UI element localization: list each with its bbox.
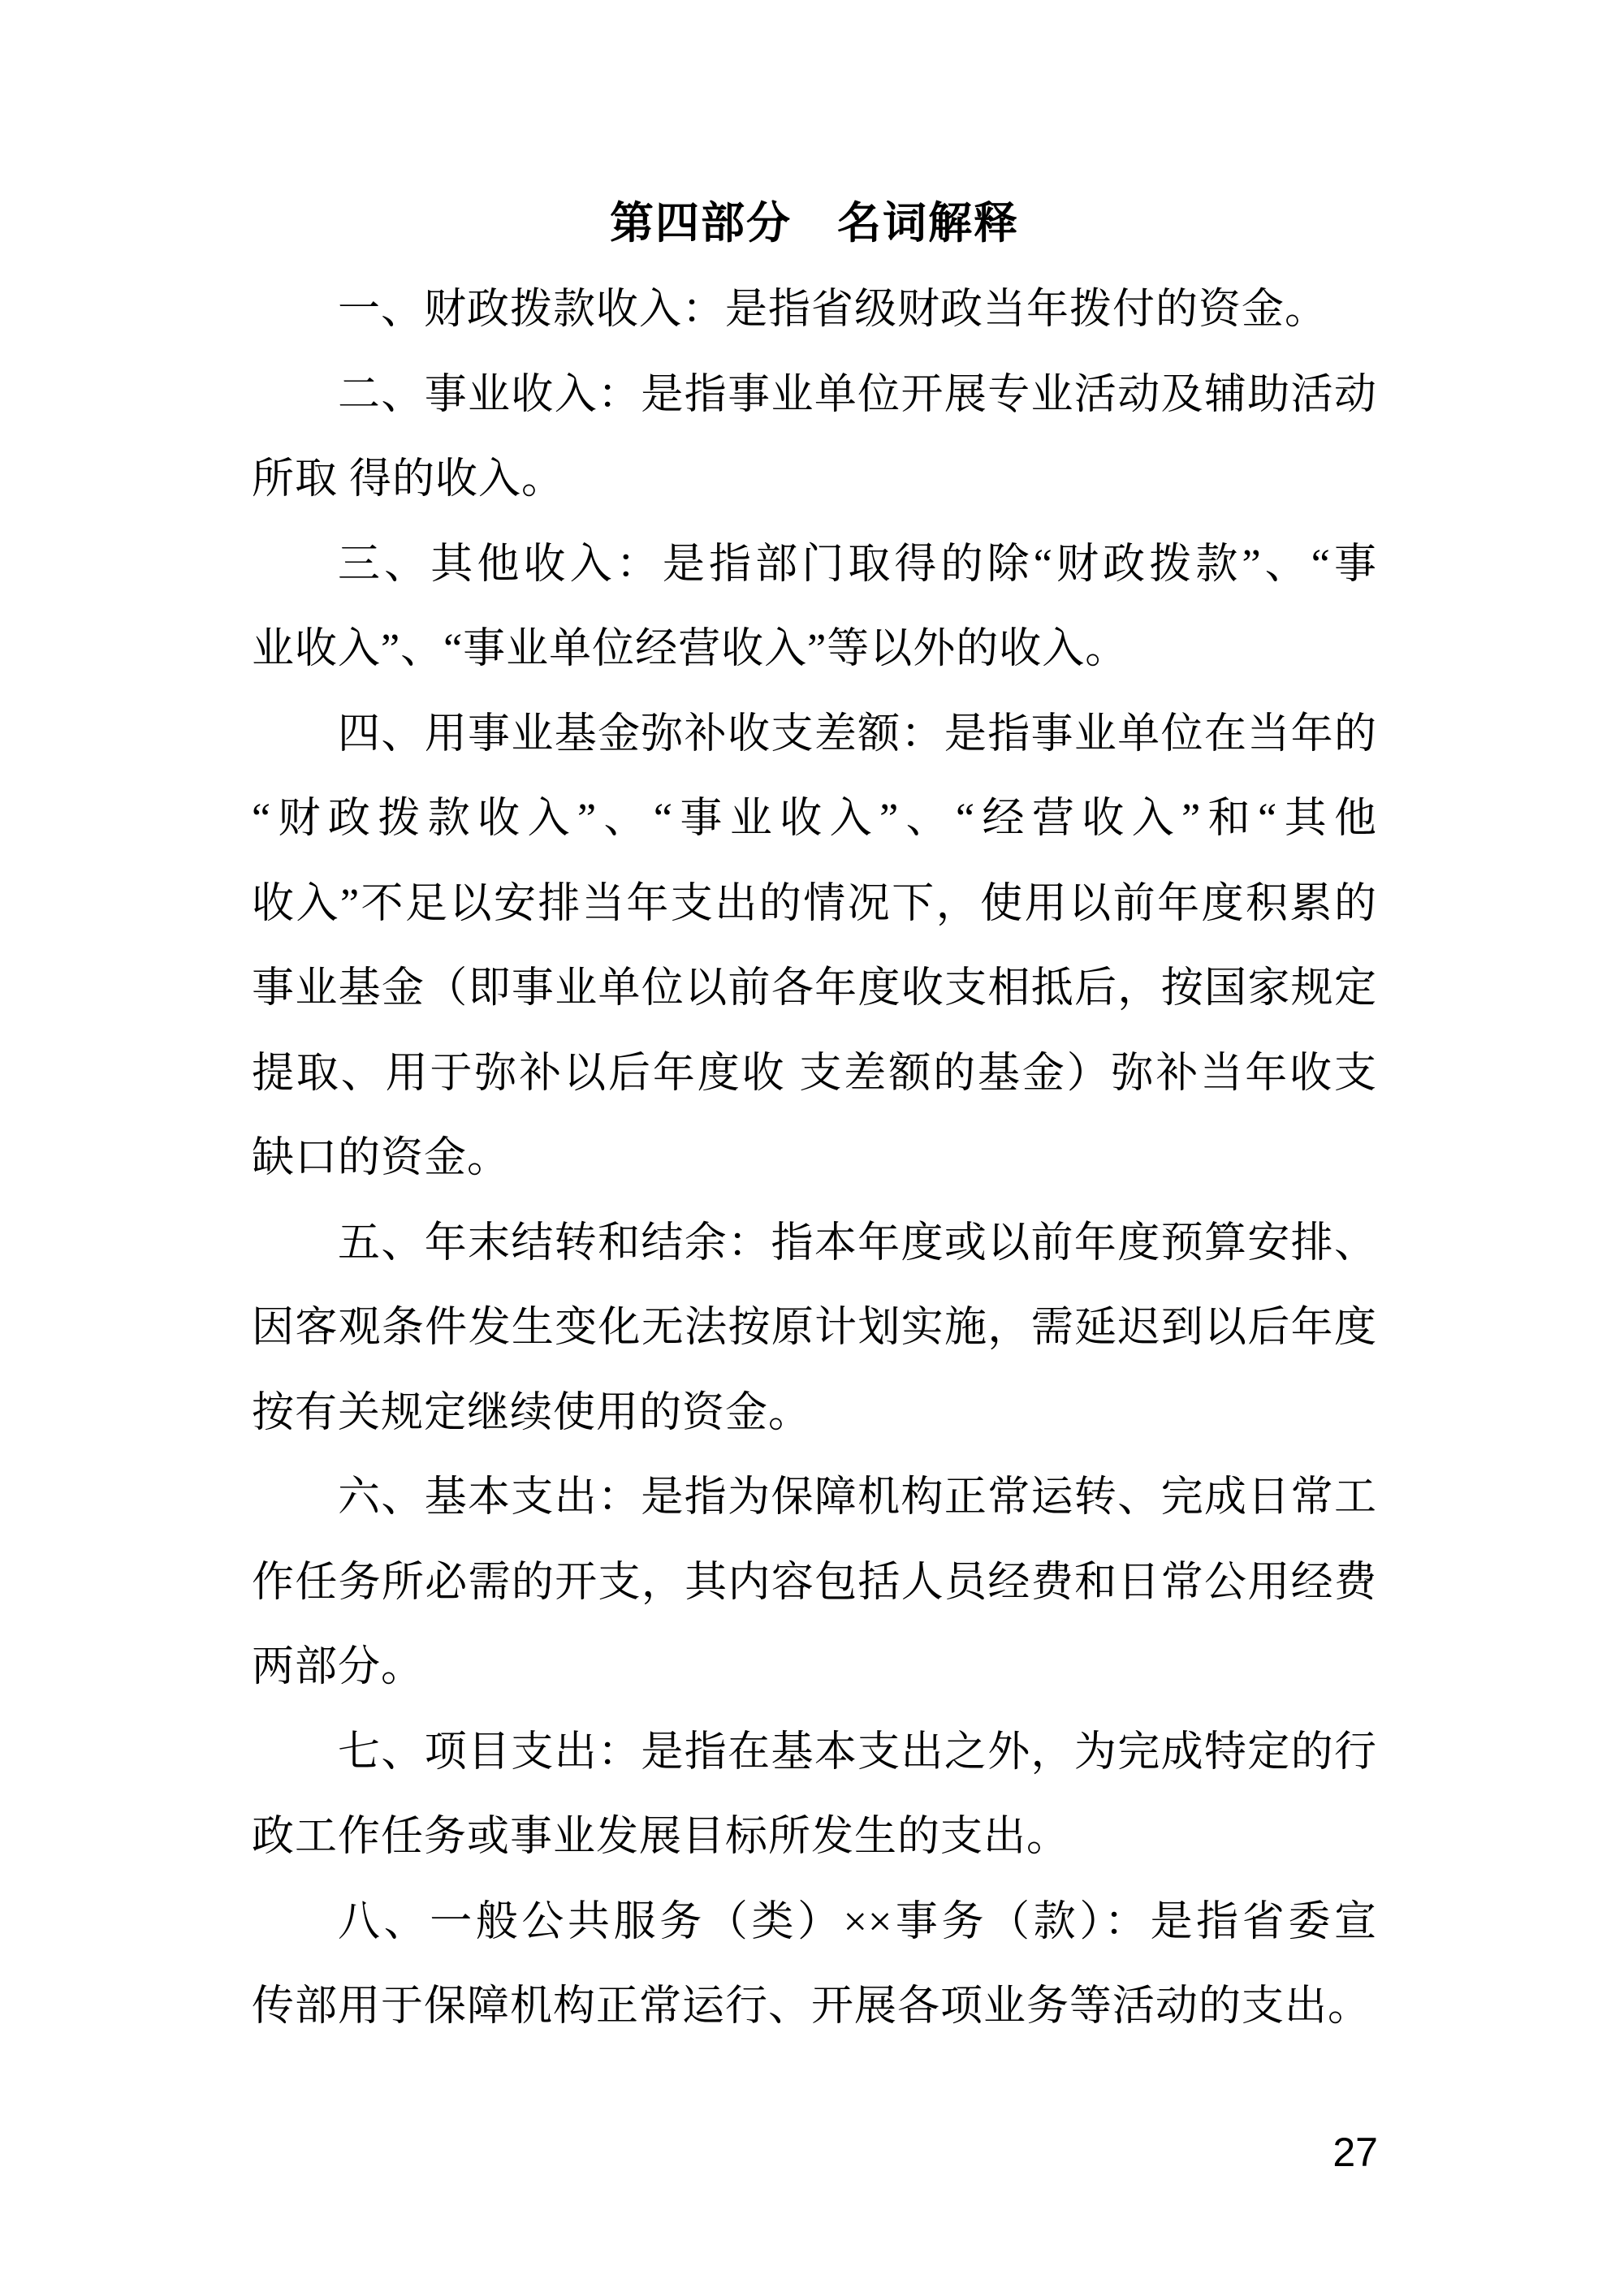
body-line: 六、基本支出：是指为保障机构正常运转、完成日常工 xyxy=(338,1474,1377,1521)
body-line: 三、其他收入：是指部门取得的除“财政拨款”、“事 xyxy=(338,541,1377,588)
body-line: 作任务所必需的开支，其内容包括人员经费和日常公用经费 xyxy=(252,1559,1377,1606)
body-line: 事业基金（即事业单位以前各年度收支相抵后，按国家规定 xyxy=(252,965,1377,1012)
section-title: 第四部分 名词解释 xyxy=(610,199,1019,248)
body-line: 五、年末结转和结余：指本年度或以前年度预算安排、 xyxy=(338,1219,1377,1267)
body-line: 提取、用于弥补以后年度收 支差额的基金）弥补当年收支 xyxy=(252,1050,1377,1097)
body-line: 七、项目支出：是指在基本支出之外，为完成特定的行 xyxy=(338,1728,1377,1776)
body-line: 收入”不足以安排当年支出的情况下，使用以前年度积累的 xyxy=(252,880,1377,927)
body-line: 一、财政拨款收入：是指省级财政当年拨付的资金。 xyxy=(338,287,1328,333)
page-number: 27 xyxy=(1332,2130,1378,2175)
body-line: 因客观条件发生变化无法按原计划实施，需延迟到以后年度 xyxy=(252,1305,1377,1351)
body-line: 政工作任务或事业发展目标所发生的支出。 xyxy=(252,1814,1070,1860)
body-line: 八、一般公共服务（类）××事务（款）：是指省委宣 xyxy=(338,1898,1377,1945)
body-line: 传部用于保障机构正常运行、开展各项业务等活动的支出。 xyxy=(252,1983,1371,2030)
body-text xyxy=(252,268,1377,2050)
body-line: 四、用事业基金弥补收支差额：是指事业单位在当年的 xyxy=(338,710,1377,757)
body-line: 缺口的资金。 xyxy=(252,1135,511,1181)
body-line: “财政拨款收入”、“事业收入”、“经营收入”和“其他 xyxy=(252,796,1377,842)
body-line: 所取 得的收入。 xyxy=(252,456,565,503)
body-line: 按有关规定继续使用的资金。 xyxy=(252,1389,812,1436)
body-line: 二、事业收入：是指事业单位开展专业活动及辅助活动 xyxy=(338,371,1377,418)
body-line: 业收入”、“事业单位经营收入”等以外的收入。 xyxy=(252,626,1129,672)
body-line: 两部分。 xyxy=(252,1644,425,1690)
